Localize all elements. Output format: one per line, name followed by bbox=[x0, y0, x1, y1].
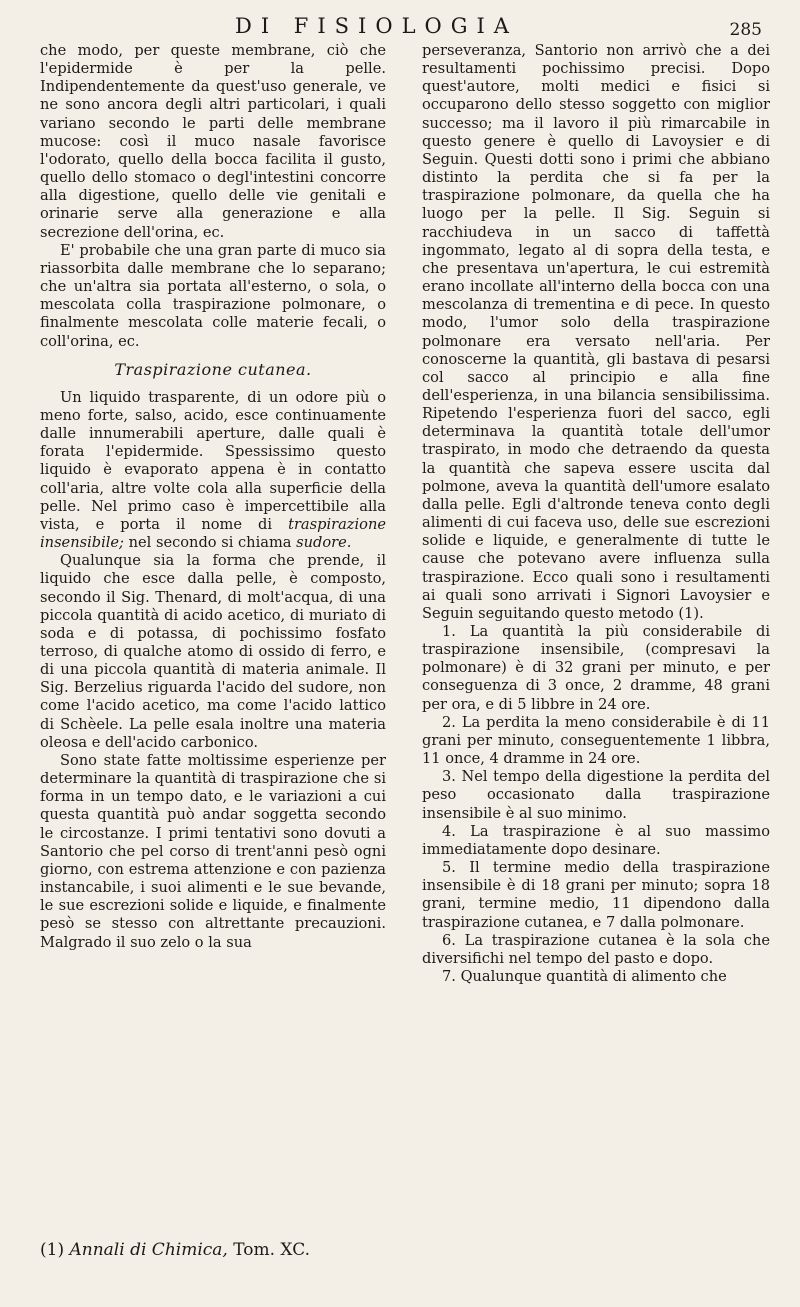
paragraph: che modo, per queste membrane, ciò che l'epidermide è per la pelle. Indipendentemente da quest'uso generale, ve ne sono ancora degli altri particolari, i quali variano secondo le parti delle membrane mucose: così il muco nasale favorisce l'odorato, quello della bocca facilita il gusto, quello dello stomaco o degl'intestini concorre alla digestione, quello delle vie genitali e orinarie serve alla generazione e alla secrezione dell'orina, ec. bbox=[40, 42, 386, 241]
emphasis-term: sudore. bbox=[296, 534, 352, 552]
footnote-journal: Annali di Chimica, bbox=[69, 1240, 228, 1260]
paragraph: E' probabile che una gran parte di muco sia riassorbita dalle membrane che lo separano; che un'altra sia portata all'esterno, o sola, o mescolata colla traspirazione polmonare, o finalmente mescolata colle materie fecali, o coll'orina, ec. bbox=[40, 241, 386, 350]
list-item: 5. Il termine medio della traspirazione insensibile è di 18 grani per minuto; sopra 18 grani, termine medio, 11 dipendono dalla traspirazione cutanea, e 7 dalla polmonare. bbox=[422, 859, 770, 931]
footnote bbox=[40, 1240, 440, 1260]
running-title: DI FISIOLOGIA bbox=[235, 14, 518, 38]
list-item: 4. La traspirazione è al suo massimo immediatamente dopo desinare. bbox=[422, 822, 770, 858]
right-column bbox=[422, 42, 770, 986]
section-title: Traspirazione cutanea. bbox=[114, 359, 312, 379]
paragraph: Sono state fatte moltissime esperienze per determinare la quantità di traspirazione che si forma in un tempo dato, e le variazioni a cui questa quantità può andar soggetta secondo le circostanze. I primi tentativi sono dovuti a Santorio che pel corso di trent'anni pesò ogni giorno, con estrema attenzione e con pazienza instancabile, i suoi alimenti e le sue bevande, le sue escrezioni solide e liquide, e finalmente pesò se stesso con altrettante precauzioni. Malgrado il suo zelo o la sua bbox=[40, 751, 386, 951]
running-head bbox=[235, 14, 770, 44]
paragraph: Qualunque sia la forma che prende, il liquido che esce dalla pelle, è composto, secondo il Sig. Thenard, di molt'acqua, di una piccola quantità di acido acetico, di muriato di soda e di potassa, di pochissimo fosfato terroso, di qualche atomo di ossido di ferro, e di una piccola quantità di materia animale. Il Sig. Berzelius riguarda l'acido del sudore, non come l'acido acetico, ma come l'acido lattico di Schèele. La pelle esala inoltre una materia oleosa e dell'acido carbonico. bbox=[40, 552, 386, 751]
paragraph: perseveranza, Santorio non arrivò che a dei resultamenti pochissimo precisi. Dopo quest'autore, molti medici e fisici si occuparono dello stesso soggetto con miglior successo; ma il lavoro il più rimarcabile in questo genere è quello di Lavoysier e di Seguin. Questi dotti sono i primi che abbiano distinto la perdita che si fa per la traspirazione polmonare, da quella che ha luogo per la pelle. Il Sig. Seguin si racchiudeva in un sacco di taffettà ingommato, legato al di sopra della testa, e che presentava un'apertura, le cui estremità erano incollate all'interno della bocca con una mescolanza di trementina e di pece. In questo modo, l'umor solo della traspirazione polmonare era versato nell'aria. Per conoscerne la quantità, gli bastava di pesarsi col sacco al principio e alla fine dell'esperienza, in una bilancia sensibilissima. Ripetendo l'esperienza fuori del sacco, egli determinava la quantità totale dell'umor traspirato, in modo che detraendo da questa la quantità che sapeva essere uscita dal polmone, aveva la quantità dell'umore esalato dalla pelle. Egli d'altronde teneva conto degli alimenti di cui faceva uso, delle sue escrezioni solide e liquide, e generalmente di tutte le cause che potevano avere influenza sulla traspirazione. Ecco quali sono i resultamenti ai quali sono arrivati i Signori Lavoysier e Seguin seguitando questo metodo (1). bbox=[422, 42, 770, 622]
list-item: 2. La perdita la meno considerabile è di 11 grani per minuto, conseguentemente 1 libbra, 11 once, 4 dramme in 24 ore. bbox=[422, 713, 770, 768]
page-number: 285 bbox=[729, 20, 762, 40]
list-item: 3. Nel tempo della digestione la perdita del peso occasionato dalla traspirazione insensibile è al suo minimo. bbox=[422, 768, 770, 822]
list-item: 1. La quantità la più considerabile di traspirazione insensibile, (compresavi la polmonare) è di 32 grani per minuto, e per conseguenza di 3 once, 2 dramme, 48 grani per ora, e di 5 libbre in 24 ore. bbox=[422, 623, 770, 713]
footnote-volume: Tom. XC. bbox=[233, 1240, 311, 1260]
paragraph-text: nel secondo si chiama bbox=[123, 534, 297, 552]
left-column bbox=[40, 42, 386, 952]
list-item: 6. La traspirazione cutanea è la sola che diversifichi nel tempo del pasto e dopo. bbox=[422, 931, 770, 967]
emphasis-term: traspirazione insensibile; bbox=[40, 515, 386, 552]
footnote-marker: (1) bbox=[40, 1240, 65, 1260]
paragraph bbox=[40, 389, 386, 552]
paragraph-text: Un liquido trasparente, di un odore più o meno forte, salso, acido, esce continuamente dalle innumerabili aperture, dalle quali è forata l'epidermide. Spessissimo questo liquido è evaporato appena è in contatto coll'aria, altre volte cola alla superficie della pelle. Nel primo caso è impercettibile alla vista, e porta il nome di bbox=[40, 388, 386, 533]
list-item: 7. Qualunque quantità di alimento che bbox=[442, 967, 727, 985]
